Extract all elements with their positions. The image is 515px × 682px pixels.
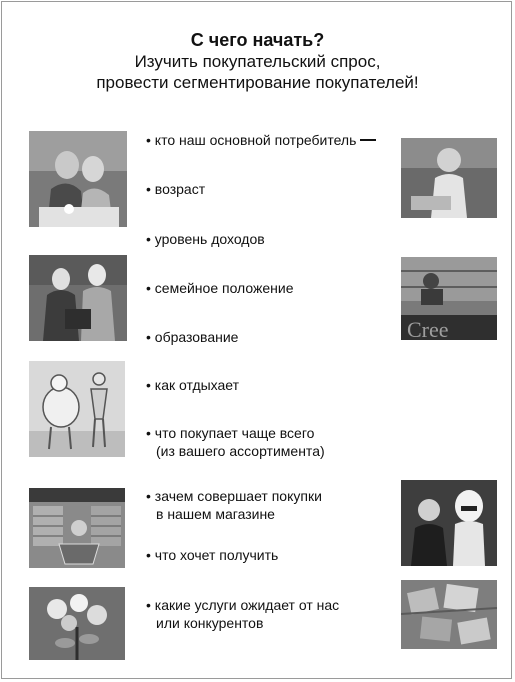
bullet-wants: • что хочет получить xyxy=(146,547,279,563)
bullet-text: • что покупает чаще всего xyxy=(146,425,315,441)
page-title: С чего начать? xyxy=(190,30,325,50)
photo-audience xyxy=(401,257,497,340)
photo-family xyxy=(29,255,127,341)
bullet-income: • уровень доходов xyxy=(146,231,265,247)
page-subtitle-line-2: провести сегментирование покупателей! xyxy=(96,73,419,92)
bullet-family-status: • семейное положение xyxy=(146,280,294,296)
bullet-continuation: или конкурентов xyxy=(156,615,264,631)
bullet-text: • какие услуги ожидает от нас xyxy=(146,597,340,613)
bullet-services xyxy=(146,596,339,632)
photo-stormtrooper xyxy=(401,480,497,566)
photo-child xyxy=(401,138,497,218)
bullet-main-consumer xyxy=(146,131,376,149)
bullet-frequent-purchases xyxy=(146,424,325,460)
photo-supermarket xyxy=(29,488,125,568)
photo-couple xyxy=(29,131,127,227)
bullet-education: • образование xyxy=(146,329,239,345)
dash-mark xyxy=(360,139,376,141)
photo-cartoon-beach xyxy=(29,361,125,457)
header xyxy=(0,29,515,93)
bullet-age: • возраст xyxy=(146,181,206,197)
bullet-continuation: в нашем магазине xyxy=(156,506,275,522)
bullet-continuation: (из вашего ассортимента) xyxy=(156,443,325,459)
photo-flowers xyxy=(29,587,125,660)
photo-gifts xyxy=(401,580,497,649)
bullet-text: • кто наш основной потребитель xyxy=(146,132,357,148)
bullet-leisure: • как отдыхает xyxy=(146,377,240,393)
sign-text: Cree xyxy=(407,317,449,340)
bullet-text: • зачем совершает покупки xyxy=(146,488,322,504)
page-subtitle-line-1: Изучить покупательский спрос, xyxy=(134,52,381,71)
bullet-purchase-reason xyxy=(146,487,322,523)
